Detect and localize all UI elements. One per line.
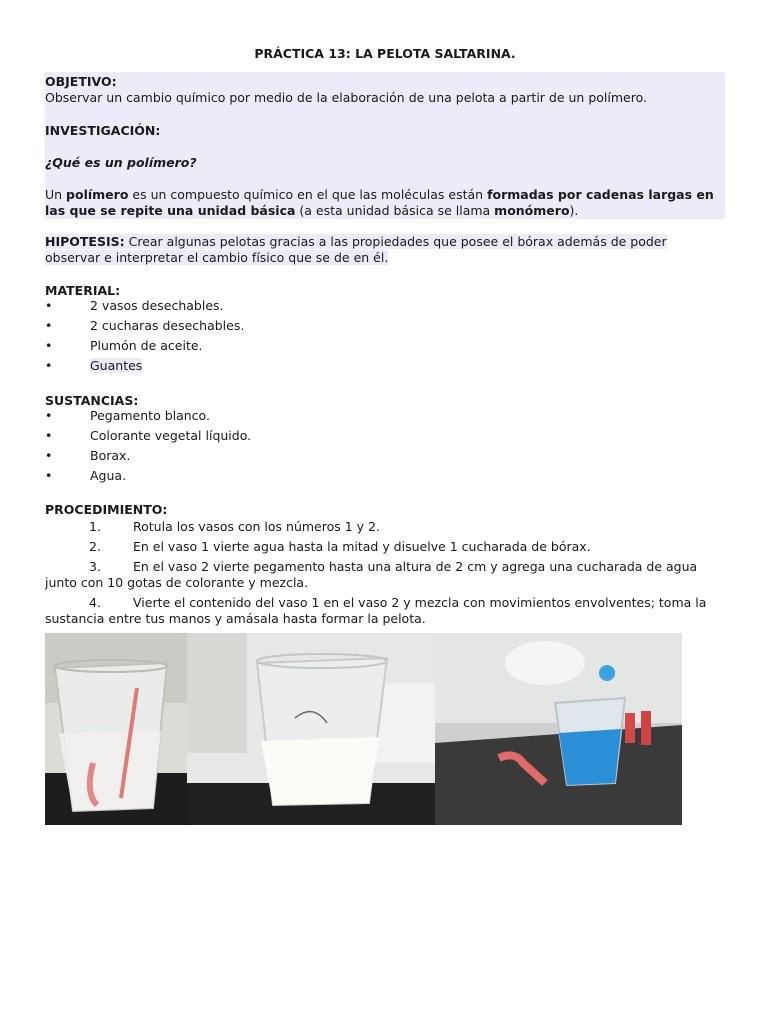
hipotesis-heading: HIPOTESIS:: [45, 234, 125, 249]
definition-part: Un: [45, 187, 67, 202]
step-text: Vierte el contenido del vaso 1 en el vaso 2 y mezcla con movimientos envolventes; toma la sustancia entre tus manos y amásala hasta formar la pelota.: [45, 595, 707, 626]
step-number: 2.: [89, 539, 101, 554]
definition-term: polímero: [66, 187, 129, 202]
photo-cup-with-white-glue: [187, 633, 435, 825]
cup-white-glue-image: [187, 633, 435, 825]
definition-emphasis: formadas por cadenas largas en las que se repite una unidad básica: [45, 187, 714, 218]
step-number: 4.: [89, 595, 101, 610]
bullet: •: [45, 428, 53, 443]
list-item-text: Agua.: [90, 468, 127, 483]
list-item: [45, 318, 725, 338]
step-text: Rotula los vasos con los números 1 y 2.: [133, 519, 380, 534]
step-number: 1.: [89, 519, 101, 534]
list-item-text: Colorante vegetal líquido.: [90, 428, 252, 443]
procedure-step: [45, 559, 725, 591]
page-title: PRÁCTICA 13: LA PELOTA SALTARINA.: [254, 46, 516, 61]
list-item-text: 2 vasos desechables.: [90, 298, 224, 313]
definition-term: monómero: [494, 203, 570, 218]
procedure-step: [45, 595, 725, 627]
experiment-photos: [45, 633, 682, 825]
investigacion-heading: INVESTIGACIÓN:: [45, 123, 161, 138]
polimero-definition: [45, 187, 721, 219]
procedimiento-heading: PROCEDIMIENTO:: [45, 502, 168, 517]
definition-part: es un compuesto químico en el que las moléculas están: [128, 187, 488, 202]
procedimiento-steps: [45, 519, 725, 631]
sustancias-list: [45, 408, 725, 488]
bullet: •: [45, 298, 53, 313]
objective-investigation-section: [45, 72, 725, 219]
list-item: [45, 298, 725, 318]
material-heading: MATERIAL:: [45, 283, 121, 298]
list-item: [45, 338, 725, 358]
sustancias-heading: SUSTANCIAS:: [45, 393, 139, 408]
list-item: [45, 468, 725, 488]
list-item: [45, 448, 725, 468]
bullet: •: [45, 318, 53, 333]
list-item-text: Plumón de aceite.: [90, 338, 203, 353]
step-number: 3.: [89, 559, 101, 574]
investigacion-question: ¿Qué es un polímero?: [45, 155, 197, 170]
list-item-text: Pegamento blanco.: [90, 408, 210, 423]
bullet: •: [45, 358, 53, 373]
definition-part: ).: [569, 203, 579, 218]
procedure-step: [45, 519, 725, 535]
list-item: [45, 408, 725, 428]
bullet: •: [45, 468, 53, 483]
bullet: •: [45, 408, 53, 423]
cup-blue-liquid-image: [435, 633, 682, 825]
definition-part: (a esta unidad básica se llama: [295, 203, 495, 218]
step-text: En el vaso 1 vierte agua hasta la mitad y disuelve 1 cucharada de bórax.: [133, 539, 591, 554]
photo-cup-with-pink-spoon: [45, 633, 187, 825]
step-text: En el vaso 2 vierte pegamento hasta una altura de 2 cm y agrega una cucharada de agua junto con 10 gotas de colorante y mezcla.: [45, 559, 698, 590]
photo-cup-with-blue-liquid: [435, 633, 682, 825]
objetivo-heading: OBJETIVO:: [45, 74, 117, 89]
material-list: [45, 298, 725, 378]
objetivo-text: Observar un cambio químico por medio de la elaboración de una pelota a partir de un polímero.: [45, 90, 647, 105]
hipotesis-section: [45, 234, 725, 266]
bullet: •: [45, 338, 53, 353]
list-item: [45, 428, 725, 448]
list-item-text: 2 cucharas desechables.: [90, 318, 245, 333]
procedure-step: [45, 539, 725, 555]
cup-pink-spoon-image: [45, 633, 187, 825]
list-item-text: Guantes: [90, 358, 143, 373]
hipotesis-text: Crear algunas pelotas gracias a las propiedades que posee el bórax además de poder observar e interpretar el cambio físico que se de en él.: [45, 234, 667, 265]
list-item: [45, 358, 725, 378]
list-item-text: Borax.: [90, 448, 131, 463]
bullet: •: [45, 448, 53, 463]
